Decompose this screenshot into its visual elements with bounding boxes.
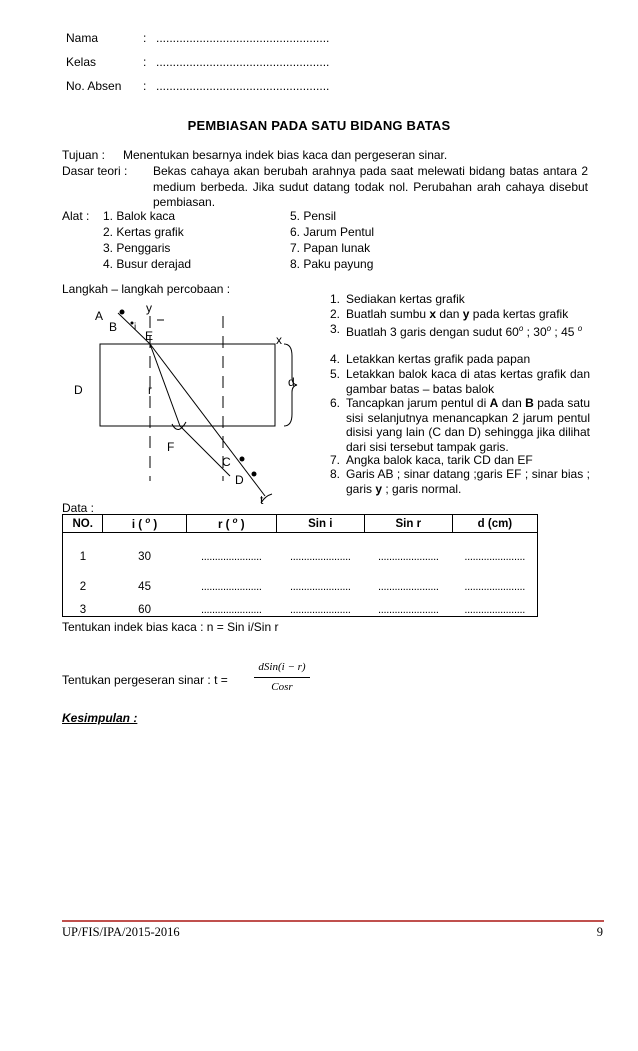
pin-c	[240, 457, 245, 462]
nama-sep: :	[143, 31, 147, 45]
step-text: Letakkan balok kaca di atas kertas grafik dan gambar batas – batas balok	[346, 367, 590, 396]
step-num: 6.	[330, 396, 341, 410]
step-text: Buatlah sumbu x dan y pada kertas grafik	[346, 307, 569, 321]
label-a: A	[95, 309, 104, 323]
label-x: x	[276, 333, 282, 347]
dasar-teori-text: Bekas cahaya akan berubah arahnya pada saat melewati bidang batas antara 2 medium berbeda. Jika sudut datang todak nol. Perubahan arah cahaya disebut pembiasan.	[153, 164, 588, 209]
nama-label: Nama	[66, 31, 99, 45]
step-text: Tancapkan jarum pentul di A dan B pada satu sisi selanjutnya menancapkan 2 jarum pentul disisi yang lain (C dan D) sehingga jika dilihat dari sisi tersebut tampak garis.	[346, 396, 590, 454]
cell-d: ......................	[452, 593, 537, 617]
cell-sin-r: ......................	[377, 551, 439, 563]
alat-item: 4. Busur derajad	[103, 257, 192, 271]
kelas-sep: :	[143, 55, 147, 69]
refracted-ray	[150, 344, 180, 426]
absen-value: ....................................................	[156, 79, 330, 93]
cell-d: ......................	[452, 563, 537, 593]
indek-bias-text: Tentukan indek bias kaca : n = Sin i/Sin r	[62, 620, 279, 634]
cell-r: ......................	[200, 551, 262, 563]
table-row	[63, 593, 538, 617]
cell-i: 60	[103, 593, 186, 617]
label-b: B	[109, 320, 118, 334]
data-label: Data :	[62, 501, 95, 515]
step-num: 3.	[330, 322, 341, 336]
alat-item: 8. Paku payung	[290, 257, 374, 271]
step-num: 5.	[330, 367, 341, 381]
col-header: d (cm)	[452, 515, 537, 533]
page-title: PEMBIASAN PADA SATU BIDANG BATAS	[187, 118, 451, 133]
cell-sin-r: ......................	[377, 581, 439, 593]
pin-a	[120, 310, 125, 315]
footer-left: UP/FIS/IPA/2015-2016	[62, 925, 180, 939]
pin-d	[252, 472, 257, 477]
formula-fraction-bar	[254, 677, 310, 678]
table-header-row	[63, 515, 538, 533]
glass-block	[100, 344, 275, 426]
step-text: Garis AB ; sinar datang ;garis EF ; sinar bias ; garis y ; garis normal.	[346, 467, 590, 496]
col-header: Sin i	[276, 515, 364, 533]
dasar-teori-label: Dasar teori :	[62, 164, 128, 178]
step-num: 8.	[330, 467, 341, 481]
refraction-diagram	[60, 296, 310, 510]
alat-label: Alat :	[62, 209, 90, 223]
langkah-label: Langkah – langkah percobaan :	[62, 282, 231, 296]
label-d: d	[288, 375, 295, 389]
table-row	[63, 533, 538, 564]
col-header: Sin r	[364, 515, 452, 533]
formula-denominator: Cosr	[271, 681, 293, 693]
label-c: C	[222, 455, 231, 469]
label-t: t	[260, 493, 264, 507]
kesimpulan-heading: Kesimpulan :	[62, 711, 138, 725]
alat-item: 1. Balok kaca	[103, 209, 176, 223]
label-f: F	[167, 440, 175, 454]
cell-no: 1	[63, 533, 103, 564]
label-i: i	[134, 322, 137, 333]
page-number: 9	[596, 925, 603, 939]
label-d-left: D	[74, 383, 83, 397]
pergeseran-text: Tentukan pergeseran sinar : t =	[62, 673, 228, 687]
cell-sin-i: ......................	[289, 581, 351, 593]
cell-i: 45	[138, 581, 151, 593]
nama-value: ....................................................	[156, 31, 330, 45]
footer-rule	[62, 920, 604, 922]
alat-item: 7. Papan lunak	[290, 241, 371, 255]
cell-no: 2	[63, 563, 103, 593]
label-y: y	[146, 301, 152, 315]
alat-item: 5. Pensil	[290, 209, 337, 223]
label-e: E	[145, 329, 154, 343]
step-num: 7.	[330, 453, 341, 467]
kelas-value: ....................................................	[156, 55, 330, 69]
cell-sin-r: ......................	[364, 593, 452, 617]
alat-item: 2. Kertas grafik	[103, 225, 184, 239]
cell-r: ......................	[200, 581, 262, 593]
alat-item: 3. Penggaris	[103, 241, 171, 255]
step-text: Angka balok kaca, tarik CD dan EF	[346, 453, 533, 467]
col-header: i ( $^o$ )	[103, 515, 186, 533]
step-num: 1.	[330, 292, 341, 306]
kelas-label: Kelas	[66, 55, 97, 69]
cell-sin-i: ......................	[289, 551, 351, 563]
step-text: Sediakan kertas grafik	[346, 292, 465, 306]
cell-no: 3	[63, 593, 103, 617]
tujuan-label: Tujuan :	[62, 148, 105, 162]
cell-i: 30	[138, 551, 151, 563]
extended-ray	[150, 344, 265, 496]
step-text: Buatlah 3 garis dengan sudut 60$^o$ ; 30$^o$ ; 45 $^o$	[346, 324, 583, 339]
step-num: 2.	[330, 307, 341, 321]
cell-r: ......................	[186, 593, 276, 617]
cell-d: ......................	[452, 533, 537, 564]
formula-numerator: dSin(i − r)	[258, 661, 306, 673]
label-d-right: D	[235, 473, 244, 487]
col-header: NO.	[63, 515, 103, 533]
step-text: Letakkan kertas grafik pada papan	[346, 352, 531, 366]
table-row	[63, 563, 538, 593]
absen-sep: :	[143, 79, 147, 93]
col-header: r ( $^o$ )	[186, 515, 276, 533]
data-table	[62, 514, 538, 617]
label-r: r	[148, 383, 152, 397]
absen-label: No. Absen	[66, 79, 122, 93]
cell-sin-i: ......................	[276, 593, 364, 617]
step-num: 4.	[330, 352, 341, 366]
alat-item: 6. Jarum Pentul	[290, 225, 375, 239]
tujuan-text: Menentukan besarnya indek bias kaca dan pergeseran sinar.	[123, 148, 448, 162]
